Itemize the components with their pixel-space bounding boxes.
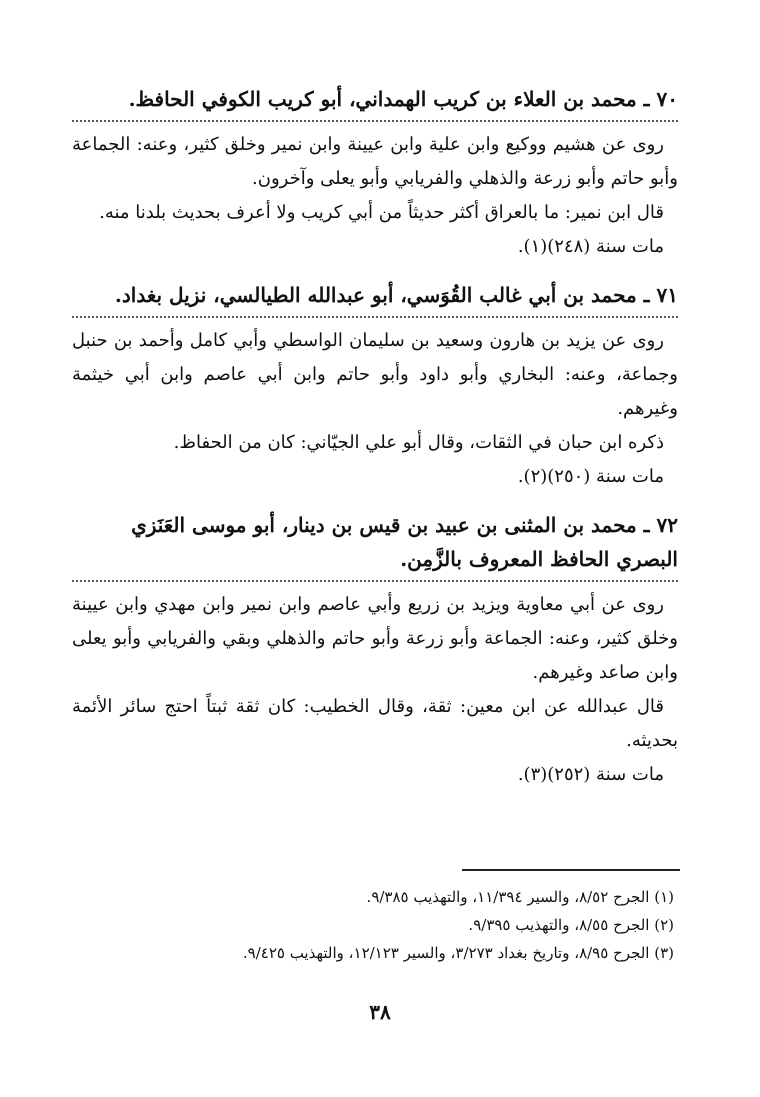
- entry-paragraph: قال ابن نمير: ما بالعراق أكثر حديثاً من أبي كريب ولا أعرف بحديث بلدنا منه.: [99, 202, 664, 223]
- entry-paragraph: روى عن يزيد بن هارون وسعيد بن سليمان الواسطي وأبي كامل وأحمد بن حنبل وجماعة، وعنه: البخاري وأبو داود وأبو حاتم وابن أبي عاصم وابن أبي خيثمة وغيرهم.: [72, 330, 678, 419]
- footnotes: [80, 883, 674, 967]
- entry-paragraph: روى عن هشيم ووكيع وابن علية وابن عيينة وابن نمير وخلق كثير، وعنه: الجماعة وأبو حاتم وأبو زرعة والذهلي والفريابي وأبو يعلى وآخرون.: [72, 134, 678, 189]
- footnote-3: (٣) الجرح ٨/٩٥، وتاريخ بغداد ٣/٢٧٣، والسير ١٢/١٢٣، والتهذيب ٩/٤٢٥.: [242, 944, 674, 962]
- footnote-1: (١) الجرح ٨/٥٢، والسير ١١/٣٩٤، والتهذيب ٩/٣٨٥.: [366, 888, 674, 906]
- entry-paragraph: روى عن أبي معاوية ويزيد بن زريع وأبي عاصم وابن نمير وابن مهدي وابن عيينة وخلق كثير، وعنه: الجماعة وأبو زرعة وأبو حاتم والذهلي وبقي والفريابي وأبو يعلى وابن صاعد وغيرهم.: [72, 594, 678, 683]
- entry-71: [72, 278, 678, 494]
- page-number: ٣٨: [369, 1000, 391, 1024]
- entry-death-date: مات سنة (٢٥٠)(٢).: [517, 466, 664, 487]
- entry-70: [72, 82, 678, 264]
- footnote-2: (٢) الجرح ٨/٥٥، والتهذيب ٩/٣٩٥.: [468, 916, 674, 934]
- entry-heading: ٧١ ـ محمد بن أبي غالب القُوَسي، أبو عبدالله الطيالسي، نزيل بغداد.: [72, 278, 678, 318]
- page-body: [72, 82, 678, 792]
- entry-paragraph: قال عبدالله عن ابن معين: ثقة، وقال الخطيب: كان ثقة ثبتاً احتج سائر الأئمة بحديثه.: [72, 696, 678, 751]
- entry-death-date: مات سنة (٢٤٨)(١).: [517, 236, 664, 257]
- entry-heading: ٧٢ ـ محمد بن المثنى بن عبيد بن قيس بن دينار، أبو موسى العَنَزي البصري الحافظ المعروف بالزَّمِن.: [72, 508, 678, 582]
- footnote-divider: [462, 869, 680, 871]
- entry-heading: ٧٠ ـ محمد بن العلاء بن كريب الهمداني، أبو كريب الكوفي الحافظ.: [72, 82, 678, 122]
- entry-paragraph: ذكره ابن حبان في الثقات، وقال أبو علي الجيّاني: كان من الحفاظ.: [173, 432, 664, 453]
- entry-death-date: مات سنة (٢٥٢)(٣).: [517, 764, 664, 785]
- entry-72: [72, 508, 678, 792]
